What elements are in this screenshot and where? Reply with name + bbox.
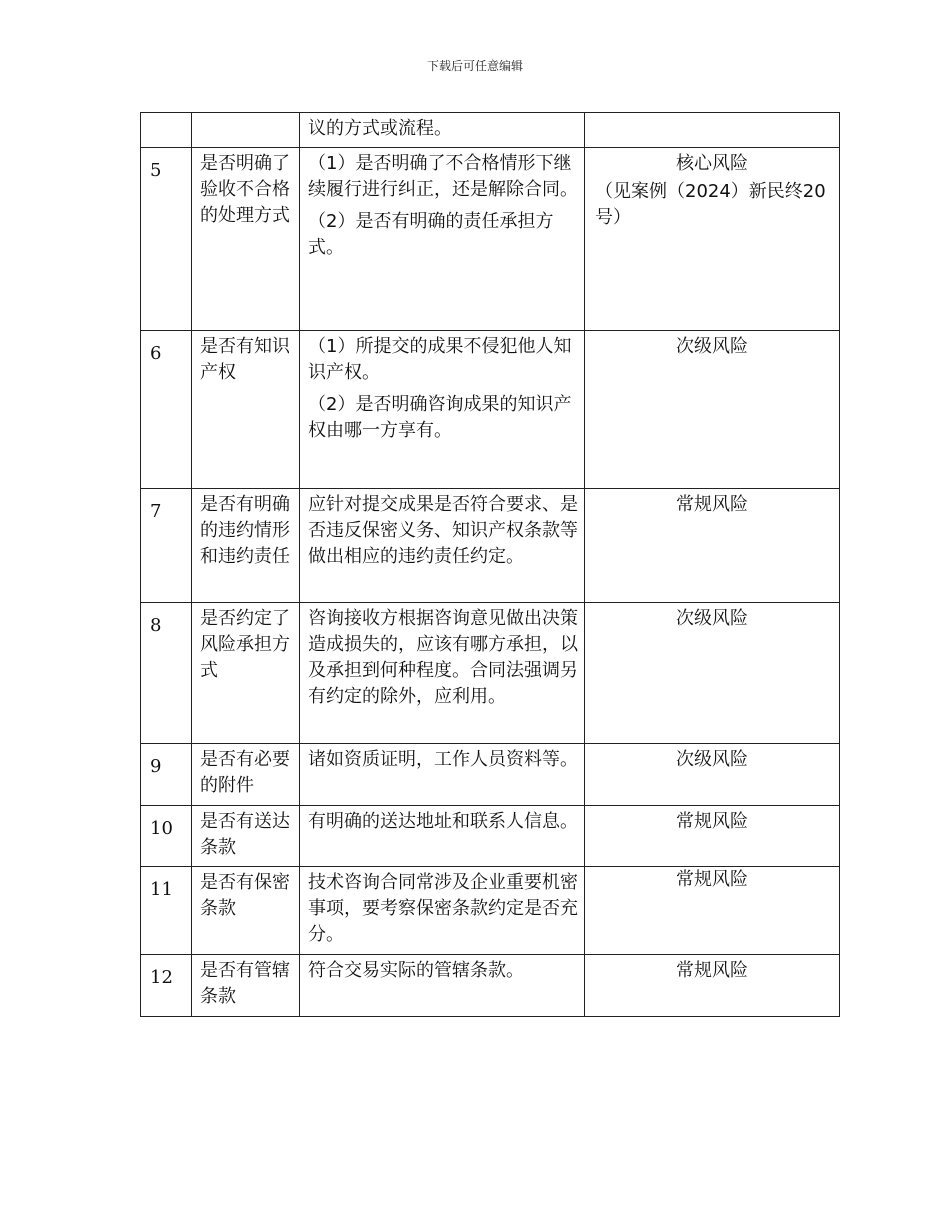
row-item: 是否有明确的违约情形和违约责任 (192, 489, 300, 603)
risk-level-text: 核心风险 (676, 153, 748, 174)
row-description (300, 744, 585, 806)
row-number: 5 (141, 148, 192, 331)
row-risk-level (585, 603, 840, 744)
row-item: 是否有送达条款 (192, 806, 300, 867)
table-row (141, 603, 840, 744)
description-paragraph: 符合交易实际的管辖条款。 (308, 960, 524, 981)
row-number: 11 (141, 867, 192, 955)
row-risk-level (585, 113, 840, 148)
row-risk-level (585, 744, 840, 806)
row-number: 6 (141, 331, 192, 489)
description-paragraph: 诸如资质证明，工作人员资料等。 (308, 749, 578, 770)
row-item: 是否有管辖条款 (192, 955, 300, 1017)
row-item (192, 113, 300, 148)
description-paragraph: 应针对提交成果是否符合要求、是否违反保密义务、知识产权条款等做出相应的违约责任约定。 (308, 494, 578, 567)
risk-level-text: 常规风险 (676, 960, 748, 981)
risk-level-text: 常规风险 (676, 811, 748, 832)
table-row (141, 867, 840, 955)
table-row (141, 489, 840, 603)
table-row (141, 955, 840, 1017)
row-description (300, 806, 585, 867)
row-risk-level (585, 955, 840, 1017)
row-item: 是否有必要的附件 (192, 744, 300, 806)
row-description (300, 331, 585, 489)
description-paragraph: 技术咨询合同常涉及企业重要机密事项，要考察保密条款约定是否充分。 (308, 872, 578, 945)
row-description (300, 148, 585, 331)
row-item: 是否约定了风险承担方式 (192, 603, 300, 744)
row-item: 是否有保密条款 (192, 867, 300, 955)
row-number: 8 (141, 603, 192, 744)
description-paragraph: （1）是否明确了不合格情形下继续履行进行纠正，还是解除合同。 (308, 153, 578, 200)
description-paragraph: （2）是否明确咨询成果的知识产权由哪一方享有。 (308, 394, 572, 441)
row-risk-level (585, 806, 840, 867)
table-row (141, 113, 840, 148)
row-description (300, 113, 585, 148)
row-description (300, 489, 585, 603)
row-risk-level (585, 867, 840, 955)
description-paragraph: 咨询接收方根据咨询意见做出决策造成损失的，应该有哪方承担，以及承担到何种程度。合同法强调另有约定的除外，应利用。 (308, 608, 578, 707)
description-paragraph: （1）所提交的成果不侵犯他人知识产权。 (308, 336, 572, 383)
page-header: 下载后可任意编辑 (426, 59, 523, 73)
row-number: 12 (141, 955, 192, 1017)
risk-level-text: 次级风险 (676, 336, 748, 357)
row-number: 10 (141, 806, 192, 867)
row-number: 7 (141, 489, 192, 603)
description-paragraph: 有明确的送达地址和联系人信息。 (308, 811, 578, 832)
table-row (141, 148, 840, 331)
row-risk-level (585, 489, 840, 603)
row-item: 是否有知识产权 (192, 331, 300, 489)
risk-level-text: 常规风险 (676, 494, 748, 515)
risk-case-note: （见案例（2024）新民终20号） (595, 181, 826, 228)
risk-level-text: 次级风险 (676, 749, 748, 770)
row-item: 是否明确了验收不合格的处理方式 (192, 148, 300, 331)
table-row (141, 806, 840, 867)
row-description (300, 867, 585, 955)
description-paragraph: （2）是否有明确的责任承担方式。 (308, 211, 554, 258)
risk-level-text: 常规风险 (676, 869, 748, 890)
risk-checklist-table (140, 112, 840, 1017)
row-description (300, 603, 585, 744)
table-row (141, 744, 840, 806)
table-row (141, 331, 840, 489)
risk-level-text: 次级风险 (676, 608, 748, 629)
row-number: 9 (141, 744, 192, 806)
row-risk-level (585, 331, 840, 489)
row-risk-level (585, 148, 840, 331)
description-paragraph: 议的方式或流程。 (308, 118, 452, 139)
row-number (141, 113, 192, 148)
row-description (300, 955, 585, 1017)
